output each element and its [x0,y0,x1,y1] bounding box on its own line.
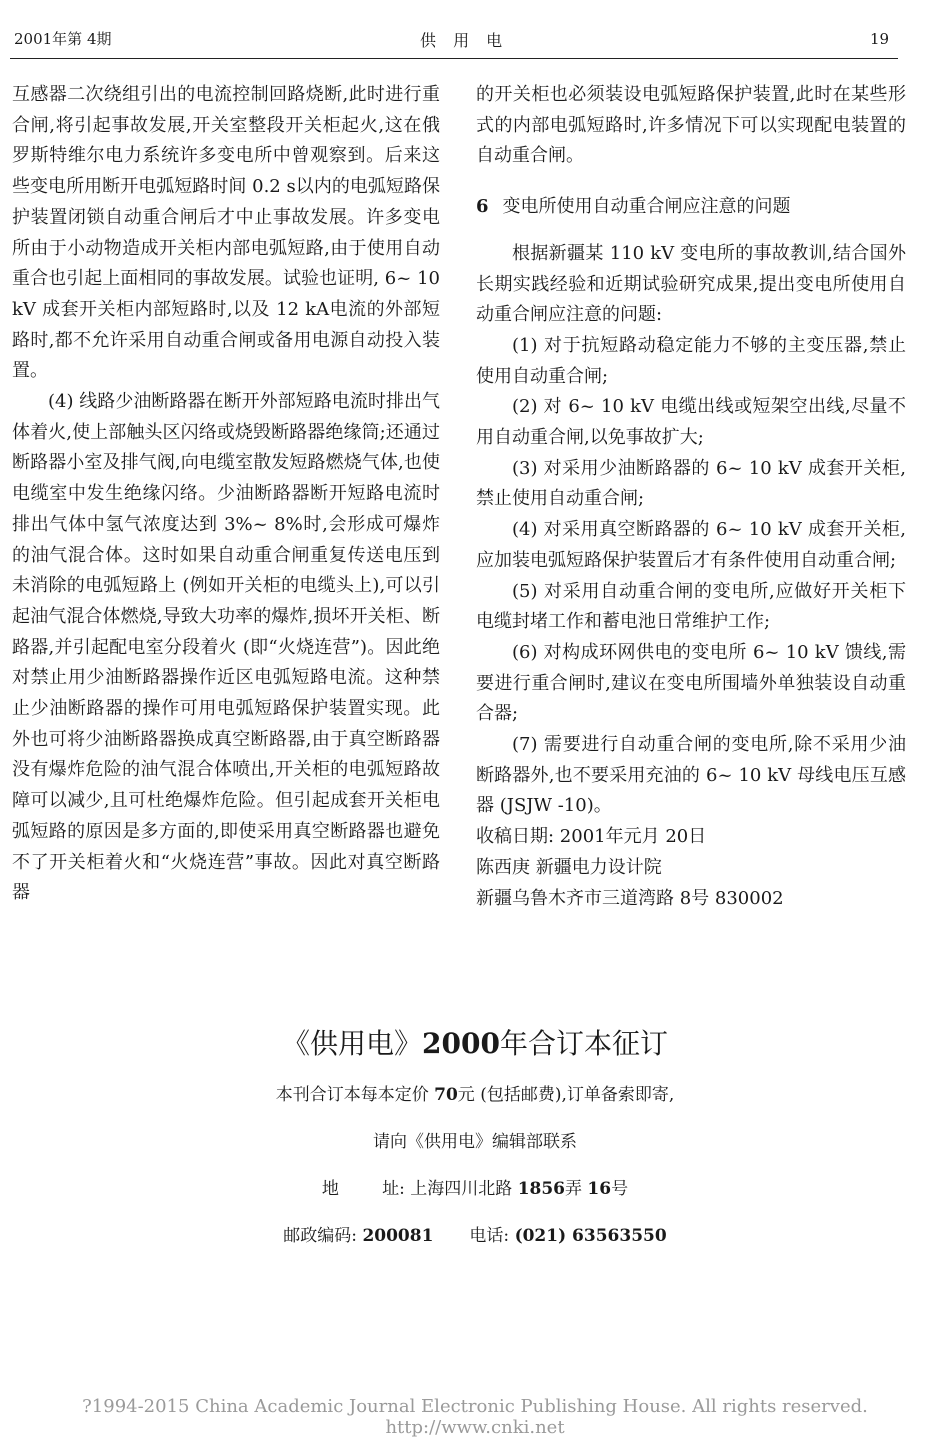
price-value: 70 [434,1085,458,1105]
list-item: (6) 对构成环网供电的变电所 6~ 10 kV 馈线,需要进行重合闸时,建议在变电所围墙外单独装设自动重合器; [476,641,906,725]
author-affiliation: 陈西庚 新疆电力设计院 [476,856,662,878]
contact-line: 请向《供用电》编辑部联系 [373,1132,577,1152]
address-house-number: 16 [587,1179,612,1199]
address-house-label: 号 [611,1179,629,1199]
page-number: 19 [870,30,890,48]
postcode-value: 200081 [362,1226,434,1246]
phone-value: (021) 63563550 [514,1226,667,1246]
right-column [476,80,906,914]
author-address: 新疆乌鲁木齐市三道湾路 8号 830002 [476,887,784,909]
price-line [0,1084,950,1106]
notice-title [0,1022,950,1066]
address-label: 地 址: [321,1179,411,1199]
page-header [0,0,950,60]
header-rule [10,58,898,59]
list-item: (1) 对于抗短路动稳定能力不够的主变压器,禁止使用自动重合闸; [476,334,906,387]
list-item: (7) 需要进行自动重合闸的变电所,除不采用少油断路器外,也不要采用充油的 6~ 10 kV 母线电压互感器 (JSJW -10)。 [476,734,906,817]
title-suffix: 年合订本征订 [499,1027,668,1060]
postcode-phone-line [0,1225,950,1247]
paragraph: 互感器二次绕组引出的电流控制回路烧断,此时进行重合闸,将引起事故发展,开关室整段开关柜起火,这在俄罗斯特维尔电力系统许多变电所中曾观察到。后来这些变电所用断开电弧短路时间 0.2 s以内的电弧短路保护装置闭锁自动重合闸后才中止事故发展。许多变电所由于小动物造成开关柜内部电弧短路,由于使用自动重合也引起上面相同的事故发展。试验也证明, 6~ 10 kV 成套开关柜内部短路时,以及 12 kA电流的外部短路时,都不允许采用自动重合闸或备用电源自动投入装置。 [12,84,440,382]
journal-name: 供 用 电 [420,31,509,50]
copyright-footer: ?1994-2015 China Academic Journal Electronic Publishing House. All rights reserved. http://www.cnki.net [82,1396,868,1438]
issue-label: 2001年第 4期 [14,30,112,48]
paragraph: (4) 线路少油断路器在断开外部短路电流时排出气体着火,使上部触头区闪络或烧毁断路器绝缘筒;还通过断路器小室及排气阀,向电缆室散发短路燃烧气体,也使电缆室中发生绝缘闪络。少油断路器断开短路电流时排出气体中氢气浓度达到 3%~ 8%时,会形成可爆炸的油气混合体。这时如果自动重合闸重复传送电压到未消除的电弧短路上 (例如开关柜的电缆头上),可以引起油气混合体燃烧,导致大功率的爆炸,损坏开关柜、断路器,并引起配电室分段着火 (即“火烧连营”)。因此绝对禁止用少油断路器操作近区电弧短路电流。这种禁止少油断路器的操作可用电弧短路保护装置实现。此外也可将少油断路器换成真空断路器,由于真空断路器没有爆炸危险的油气混合体喷出,开关柜的电弧短路故障可以减少,且可杜绝爆炸危险。但引起成套开关柜电弧短路的原因是多方面的,即使采用真空断路器也避免不了开关柜着火和“火烧连营”事故。因此对真空断路器 [12,391,440,904]
section-heading [476,192,906,223]
address-line [0,1178,950,1200]
list-item: (3) 对采用少油断路器的 6~ 10 kV 成套开关柜,禁止使用自动重合闸; [476,457,906,510]
list-item: (4) 对采用真空断路器的 6~ 10 kV 成套开关柜,应加装电弧短路保护装置后才有条件使用自动重合闸; [476,519,906,571]
section-number: 6 [476,196,489,218]
phone-label: 电话: [469,1226,515,1246]
list-item: (2) 对 6~ 10 kV 电缆出线或短架空出线,尽量不用自动重合闸,以免事故扩大; [476,396,906,449]
title-prefix: 《供用电》 [282,1027,423,1060]
paragraph: 根据新疆某 110 kV 变电所的事故教训,结合国外长期实践经验和近期试验研究成果,提出变电所使用自动重合闸应注意的问题: [476,242,906,326]
address-lane-label: 弄 [565,1179,588,1199]
postcode-label: 邮政编码: [283,1226,363,1246]
price-text: 本刊合订本每本定价 [275,1085,435,1105]
subscription-notice [0,1022,950,1272]
section-title: 变电所使用自动重合闸应注意的问题 [502,196,791,218]
address-street: 上海四川北路 [410,1179,518,1199]
left-column [12,80,440,909]
title-year: 2000 [422,1027,500,1060]
received-date: 收稿日期: 2001年元月 20日 [476,826,707,848]
paragraph: 的开关柜也必须装设电弧短路保护装置,此时在某些形式的内部电弧短路时,许多情况下可以实现配电装置的自动重合闸。 [476,84,906,167]
address-lane-number: 1856 [517,1179,566,1199]
list-item: (5) 对采用自动重合闸的变电所,应做好开关柜下电缆封堵工作和蓄电池日常维护工作; [476,580,906,633]
price-note: 元 (包括邮费),订单备索即寄, [457,1085,675,1105]
